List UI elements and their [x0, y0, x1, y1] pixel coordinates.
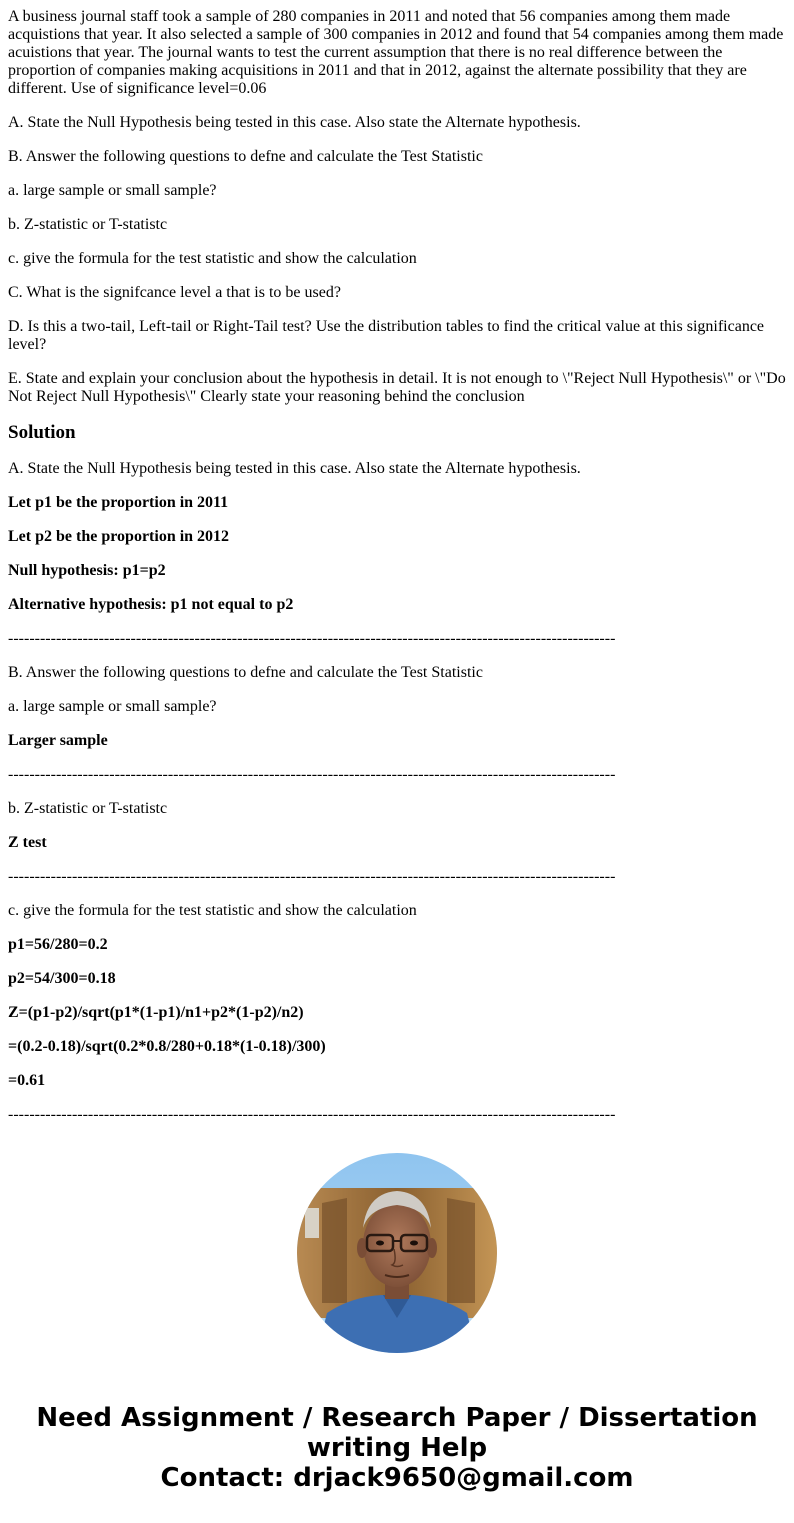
- question-part-c: C. What is the signifcance level a that is to be used?: [8, 284, 341, 301]
- question-part-b-b: b. Z-statistic or T-statistc: [8, 216, 168, 233]
- footer-line-1: Need Assignment / Research Paper / Dissertation: [36, 1403, 758, 1433]
- divider: ------------------------------------------------------------------------------------------------------------------: [8, 868, 616, 885]
- question-part-b-a: a. large sample or small sample?: [8, 182, 217, 199]
- question-part-a: A. State the Null Hypothesis being tested in this case. Also state the Alternate hypothesis.: [8, 114, 581, 131]
- divider: ------------------------------------------------------------------------------------------------------------------: [8, 1106, 616, 1123]
- solution-calc-substitution: =(0.2-0.18)/sqrt(0.2*0.8/280+0.18*(1-0.18)/300): [8, 1038, 326, 1055]
- divider: ------------------------------------------------------------------------------------------------------------------: [8, 766, 616, 783]
- solution-calc-result: =0.61: [8, 1072, 46, 1089]
- document-content: [8, 8, 788, 1140]
- solution-answer-b-a: Larger sample: [8, 732, 108, 749]
- solution-part-b-a: a. large sample or small sample?: [8, 698, 217, 715]
- solution-part-b-b: b. Z-statistic or T-statistc: [8, 800, 168, 817]
- footer-promo: [0, 1403, 794, 1493]
- solution-part-a: A. State the Null Hypothesis being tested in this case. Also state the Alternate hypothesis.: [8, 460, 581, 477]
- solution-alt-hypothesis: Alternative hypothesis: p1 not equal to p2: [8, 596, 294, 613]
- solution-part-b: B. Answer the following questions to defne and calculate the Test Statistic: [8, 664, 483, 681]
- divider: ------------------------------------------------------------------------------------------------------------------: [8, 630, 616, 647]
- solution-p1-definition: Let p1 be the proportion in 2011: [8, 494, 229, 511]
- solution-calc-p2: p2=54/300=0.18: [8, 970, 116, 987]
- question-part-b: B. Answer the following questions to defne and calculate the Test Statistic: [8, 148, 483, 165]
- avatar: [297, 1153, 497, 1353]
- footer-contact: Contact: drjack9650@gmail.com: [160, 1463, 634, 1493]
- question-part-e: E. State and explain your conclusion about the hypothesis in detail. It is not enough to \"Reject Null Hypothesis\" or \"Do Not Reject Null Hypothesis\" Clearly state your reasoning behind the conclusion: [8, 370, 786, 405]
- question-part-b-c: c. give the formula for the test statistic and show the calculation: [8, 250, 417, 267]
- solution-null-hypothesis: Null hypothesis: p1=p2: [8, 562, 166, 579]
- question-part-d: D. Is this a two-tail, Left-tail or Right-Tail test? Use the distribution tables to find the critical value at this significance level?: [8, 318, 765, 353]
- solution-heading: Solution: [8, 422, 76, 443]
- question-intro: A business journal staff took a sample of 280 companies in 2011 and noted that 56 companies among them made acquistions that year. It also selected a sample of 300 companies in 2012 and found that 54 companies among them made acuistions that year. The journal wants to test the current assumption that there is no real difference between the proportion of companies making acquisitions in 2011 and that in 2012, against the alternate possibility that they are different. Use of significance level=0.06: [8, 8, 784, 97]
- solution-answer-b-b: Z test: [8, 834, 47, 851]
- solution-calc-p1: p1=56/280=0.2: [8, 936, 108, 953]
- solution-part-b-c: c. give the formula for the test statistic and show the calculation: [8, 902, 417, 919]
- avatar-portrait-image: [297, 1153, 497, 1353]
- solution-p2-definition: Let p2 be the proportion in 2012: [8, 528, 230, 545]
- footer-line-2: writing Help: [306, 1433, 488, 1463]
- solution-calc-formula: Z=(p1-p2)/sqrt(p1*(1-p1)/n1+p2*(1-p2)/n2): [8, 1004, 304, 1021]
